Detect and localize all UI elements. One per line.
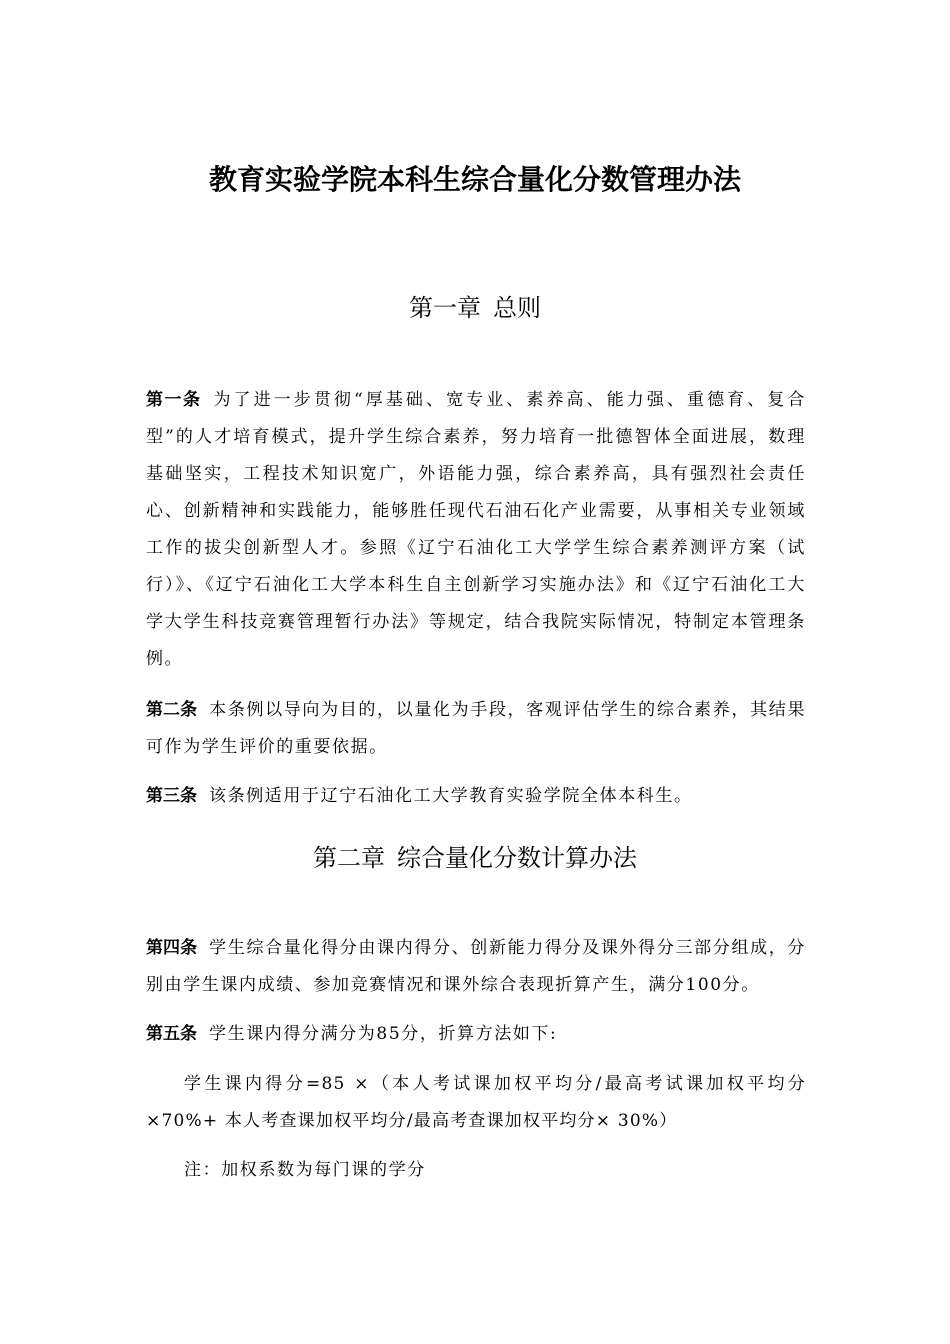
- article-1: [146, 382, 806, 678]
- article-text: 该条例适用于辽宁石油化工大学教育实验学院全体本科生。: [209, 786, 693, 806]
- article-label: 第三条: [146, 786, 197, 806]
- article-label: 第五条: [146, 1024, 197, 1044]
- article-label: 第一条: [146, 390, 202, 410]
- chapter-heading-1: [0, 290, 950, 326]
- score-formula: 学生课内得分=85 ×（本人考试课加权平均分/最高考试课加权平均分×70%+ 本人考查课加权平均分/最高考查课加权平均分× 30%）: [146, 1074, 806, 1131]
- article-text: 学生综合量化得分由课内得分、创新能力得分及课外得分三部分组成，分别由学生课内成绩、参加竞赛情况和课外综合表现折算产生，满分100分。: [146, 938, 807, 995]
- article-label: 第四条: [146, 938, 198, 958]
- document-title: 教育实验学院本科生综合量化分数管理办法: [208, 163, 741, 196]
- article-4: [146, 930, 806, 1004]
- article-label: 第二条: [146, 700, 198, 720]
- weight-note: 注：加权系数为每门课的学分: [184, 1160, 426, 1180]
- chapter-number: 第二章: [313, 844, 385, 872]
- article-text: 本条例以导向为目的，以量化为手段，客观评估学生的综合素养，其结果可作为学生评价的重要依据。: [146, 700, 807, 757]
- chapter-name: 总则: [493, 294, 541, 322]
- article-3: [146, 778, 806, 815]
- chapter-number: 第一章: [409, 294, 481, 322]
- article-text: 为了进一步贯彻“厚基础、宽专业、素养高、能力强、重德育、复合型”的人才培育模式，提升学生综合素养，努力培育一批德智体全面进展，数理基础坚实，工程技术知识宽广，外语能力强，综合素养高，具有强烈社会责任心、创新精神和实践能力，能够胜任现代石油石化产业需要，从事相关专业领域工作的拔尖创新型人才。参照《辽宁石油化工大学学生综合素养测评方案（试行）》、《辽宁石油化工大学本科生自主创新学习实施办法》和《辽宁石油化工大学大学生科技竞赛管理暂行办法》等规定，结合我院实际情况，特制定本管理条例。: [146, 390, 806, 669]
- article-text: 学生课内得分满分为85分，折算方法如下:: [209, 1024, 558, 1044]
- article-5: [146, 1016, 806, 1053]
- chapter-heading-2: [0, 840, 950, 876]
- chapter-name: 综合量化分数计算办法: [397, 844, 637, 872]
- article-2: [146, 692, 806, 766]
